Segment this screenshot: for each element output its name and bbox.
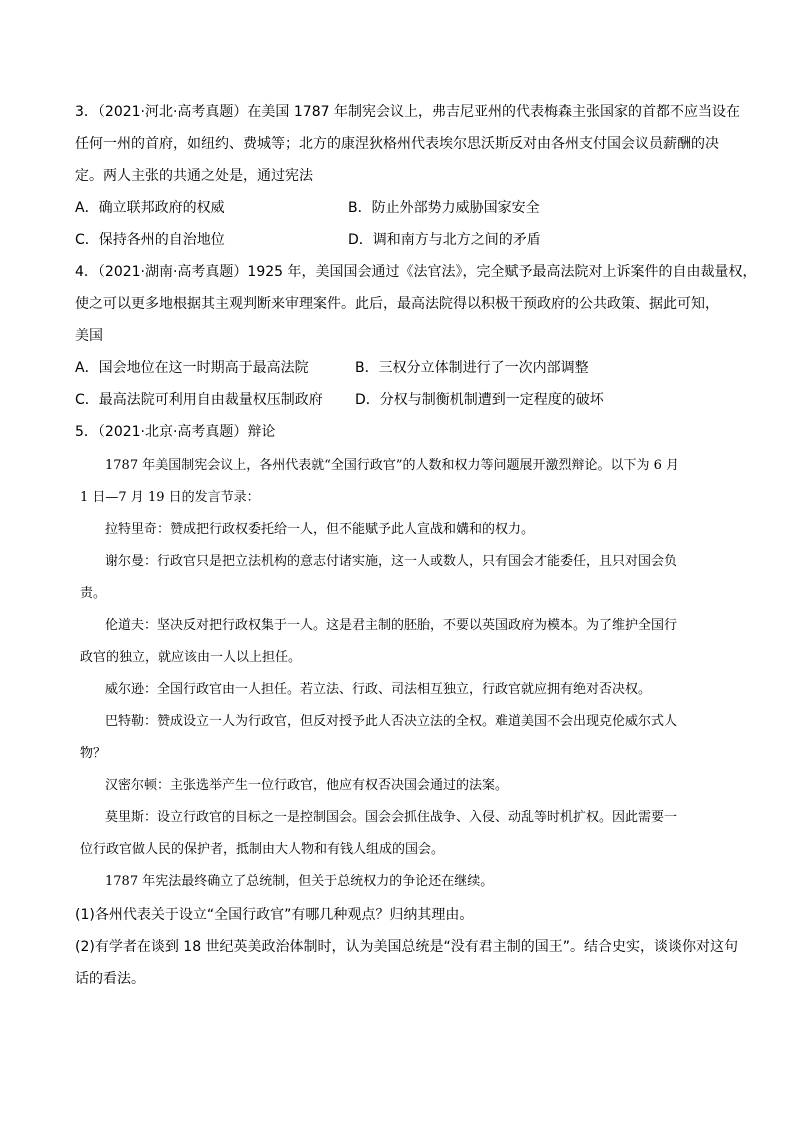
q3-option-d: D．调和南方与北方之间的矛盾	[348, 232, 541, 248]
q5-speech-sherman-line-1: 谢尔曼：行政官只是把立法机构的意志付诸实施，这一人或数人，只有国会才能委任，且只对国会负	[105, 554, 678, 569]
q5-speech-butler-line-1: 巴特勒：赞成设立一人为行政官，但反对授予此人否决立法的全权。难道美国不会出现克伦威尔式人	[105, 714, 678, 729]
q3-stem-line-3: 定。两人主张的共通之处是，通过宪法	[75, 168, 313, 184]
q3-stem-line-2: 任何一州的首府，如纽约、费城等；北方的康涅狄格州代表埃尔思沃斯反对由各州支付国会议员薪酬的决	[75, 136, 719, 152]
q4-option-d: D．分权与制衡机制遭到一定程度的破坏	[355, 392, 604, 408]
q5-title: 5．（2021·北京·高考真题）辩论	[75, 424, 276, 440]
q5-speech-hamilton: 汉密尔顿：主张选举产生一位行政官，他应有权否决国会通过的法案。	[105, 778, 509, 793]
q4-option-b: B．三权分立体制进行了一次内部调整	[355, 360, 589, 376]
q5-speech-wilson: 威尔逊：全国行政官由一人担任。若立法、行政、司法相互独立，行政官就应拥有绝对否决权。	[105, 682, 652, 697]
q5-speech-rutledge: 拉特里奇：赞成把行政权委托给一人，但不能赋予此人宣战和媾和的权力。	[105, 522, 535, 537]
q3-option-c: C．保持各州的自治地位	[75, 232, 225, 248]
q5-intro-line-1: 1787 年美国制宪会议上，各州代表就“全国行政官”的人数和权力等问题展开激烈辩论。以下为 6 月	[105, 458, 680, 473]
q5-speech-morris-line-2: 位行政官做人民的保护者，抵制由大人物和有钱人组成的国会。	[80, 842, 445, 857]
q5-speech-morris-line-1: 莫里斯：设立行政官的目标之一是控制国会。国会会抓住战争、入侵、动乱等时机扩权。因此需要一	[105, 810, 678, 825]
q4-stem-line-3: 美国	[75, 328, 103, 344]
q5-outro: 1787 年宪法最终确立了总统制，但关于总统权力的争论还在继续。	[105, 874, 494, 889]
q3-stem-line-1: 3．（2021·河北·高考真题）在美国 1787 年制宪会议上，弗吉尼亚州的代表梅森主张国家的首都不应当设在	[75, 104, 740, 120]
q4-option-c: C．最高法院可利用自由裁量权压制政府	[75, 392, 323, 408]
q4-stem-line-2: 使之可以更多地根据其主观判断来审理案件。此后，最高法院得以积极干预政府的公共政策、据此可知，	[75, 296, 719, 312]
q5-speech-sherman-line-2: 责。	[80, 586, 107, 601]
q5-subquestion-2-line-2: 话的看法。	[75, 971, 145, 987]
q3-option-a: A．确立联邦政府的权威	[75, 200, 225, 216]
q3-option-b: B．防止外部势力威胁国家安全	[348, 200, 540, 216]
q5-speech-randolph-line-1: 伦道夫：坚决反对把行政权集于一人。这是君主制的胚胎，不要以英国政府为模本。为了维护全国行	[105, 618, 678, 633]
q4-stem-line-1: 4．（2021·湖南·高考真题）1925 年，美国国会通过《法官法》，完全赋予最高法院对上诉案件的自由裁量权，	[75, 264, 757, 280]
q4-option-a: A．国会地位在这一时期高于最高法院	[75, 360, 309, 376]
q5-subquestion-1: (1)各州代表关于设立“全国行政官”有哪几种观点？归纳其理由。	[75, 907, 474, 923]
q5-subquestion-2-line-1: (2)有学者在谈到 18 世纪英美政治体制时，认为美国总统是“没有君主制的国王”。结合史实，谈谈你对这句	[75, 939, 739, 955]
q5-speech-randolph-line-2: 政官的独立，就应该由一人以上担任。	[80, 650, 302, 665]
q5-speech-butler-line-2: 物？	[80, 746, 107, 761]
q5-intro-line-2: 1 日—7 月 19 日的发言节录：	[80, 490, 260, 505]
